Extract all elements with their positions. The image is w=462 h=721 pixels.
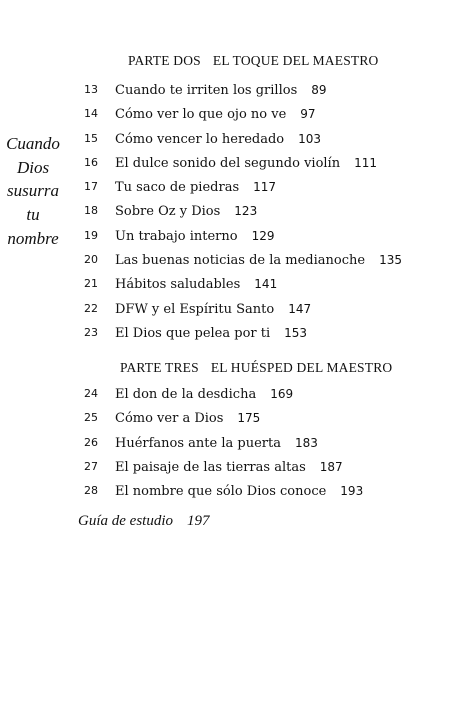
chapter-number: 15	[84, 131, 98, 145]
chapter-list	[0, 78, 462, 345]
page-number: 135	[379, 253, 402, 268]
page-number: 183	[294, 435, 318, 450]
chapter-number: 14	[84, 107, 98, 121]
chapter-number: 17	[84, 180, 98, 194]
toc-entry[interactable]	[0, 127, 462, 151]
chapter-number: 16	[84, 155, 98, 169]
page-number: 153	[284, 325, 308, 340]
chapter-title: Sobre Oz y Dios	[115, 204, 221, 220]
toc-entry[interactable]	[0, 382, 462, 406]
chapter-number: 24	[84, 387, 98, 400]
part-heading	[0, 360, 462, 376]
chapter-title: Cuando te irriten los grillos	[115, 83, 298, 98]
chapter-number: 23	[84, 325, 98, 339]
part-title: EL TOQUE DEL MAESTRO	[212, 53, 379, 68]
part-title: EL HUÉSPED DEL MAESTRO	[210, 360, 393, 375]
page-number: 169	[270, 387, 294, 401]
chapter-number: 27	[84, 459, 98, 473]
chapter-title: Las buenas noticias de la medianoche	[115, 253, 366, 269]
toc-entry[interactable]	[0, 272, 462, 296]
chapter-number: 28	[84, 484, 98, 498]
toc-entry[interactable]	[0, 78, 462, 102]
study-guide-title: Guía de estudio	[78, 513, 173, 529]
book-title-line: susurra	[7, 181, 59, 201]
chapter-number: 20	[84, 253, 98, 267]
toc-entry[interactable]	[0, 151, 462, 175]
page-number: 89	[311, 83, 327, 97]
toc-entry[interactable]	[0, 406, 462, 430]
toc-entry[interactable]	[0, 297, 462, 321]
chapter-title: Cómo ver lo que ojo no ve	[115, 107, 287, 123]
page-number: 103	[298, 131, 322, 146]
chapter-title: DFW y el Espíritu Santo	[115, 301, 275, 317]
page-number: 117	[253, 180, 277, 195]
page-number: 123	[234, 204, 258, 219]
chapter-title: El Dios que pelea por ti	[115, 325, 271, 341]
chapter-title: El don de la desdicha	[115, 387, 257, 402]
chapter-title: Un trabajo interno	[115, 228, 238, 244]
chapter-title: Hábitos saludables	[115, 277, 241, 293]
toc-entry[interactable]	[0, 102, 462, 126]
book-title-line: tu	[26, 205, 40, 225]
toc-entry[interactable]	[0, 455, 462, 479]
page-number: 193	[340, 484, 364, 499]
book-title-line: nombre	[7, 228, 59, 248]
page-number: 129	[251, 228, 275, 243]
toc-entry[interactable]	[0, 224, 462, 248]
study-guide-entry[interactable]	[78, 513, 210, 530]
chapter-list	[0, 382, 462, 503]
chapter-number: 22	[84, 301, 98, 315]
page-number: 147	[288, 301, 312, 316]
chapter-number: 19	[84, 228, 98, 242]
chapter-title: El nombre que sólo Dios conoce	[115, 484, 327, 500]
chapter-number: 25	[84, 411, 98, 425]
chapter-title: El dulce sonido del segundo violín	[115, 155, 341, 171]
page-number: 187	[319, 459, 343, 474]
toc-entry[interactable]	[0, 321, 462, 345]
page-number: 197	[187, 513, 210, 529]
part-number: PARTE TRES	[120, 360, 199, 375]
book-title-line: Dios	[16, 157, 50, 177]
part-heading	[0, 53, 462, 69]
chapter-title: Cómo vencer lo heredado	[115, 131, 285, 147]
chapter-number: 13	[84, 83, 98, 96]
chapter-number: 21	[84, 277, 98, 291]
chapter-title: El paisaje de las tierras altas	[115, 459, 306, 475]
chapter-title: Cómo ver a Dios	[115, 411, 224, 427]
toc-entry[interactable]	[0, 479, 462, 503]
page-number: 97	[300, 107, 316, 122]
page-number: 141	[254, 277, 278, 292]
chapter-number: 18	[84, 204, 98, 218]
toc-entry[interactable]	[0, 175, 462, 199]
part-number: PARTE DOS	[128, 53, 201, 68]
chapter-title: Tu saco de piedras	[115, 180, 240, 196]
toc-entry[interactable]	[0, 199, 462, 223]
chapter-number: 26	[84, 435, 98, 449]
page-number: 175	[237, 411, 261, 426]
toc-entry[interactable]	[0, 431, 462, 455]
toc-entry[interactable]	[0, 248, 462, 272]
chapter-title: Huérfanos ante la puerta	[115, 435, 281, 451]
page-number: 111	[354, 155, 377, 170]
book-title-line: Cuando	[6, 134, 60, 153]
